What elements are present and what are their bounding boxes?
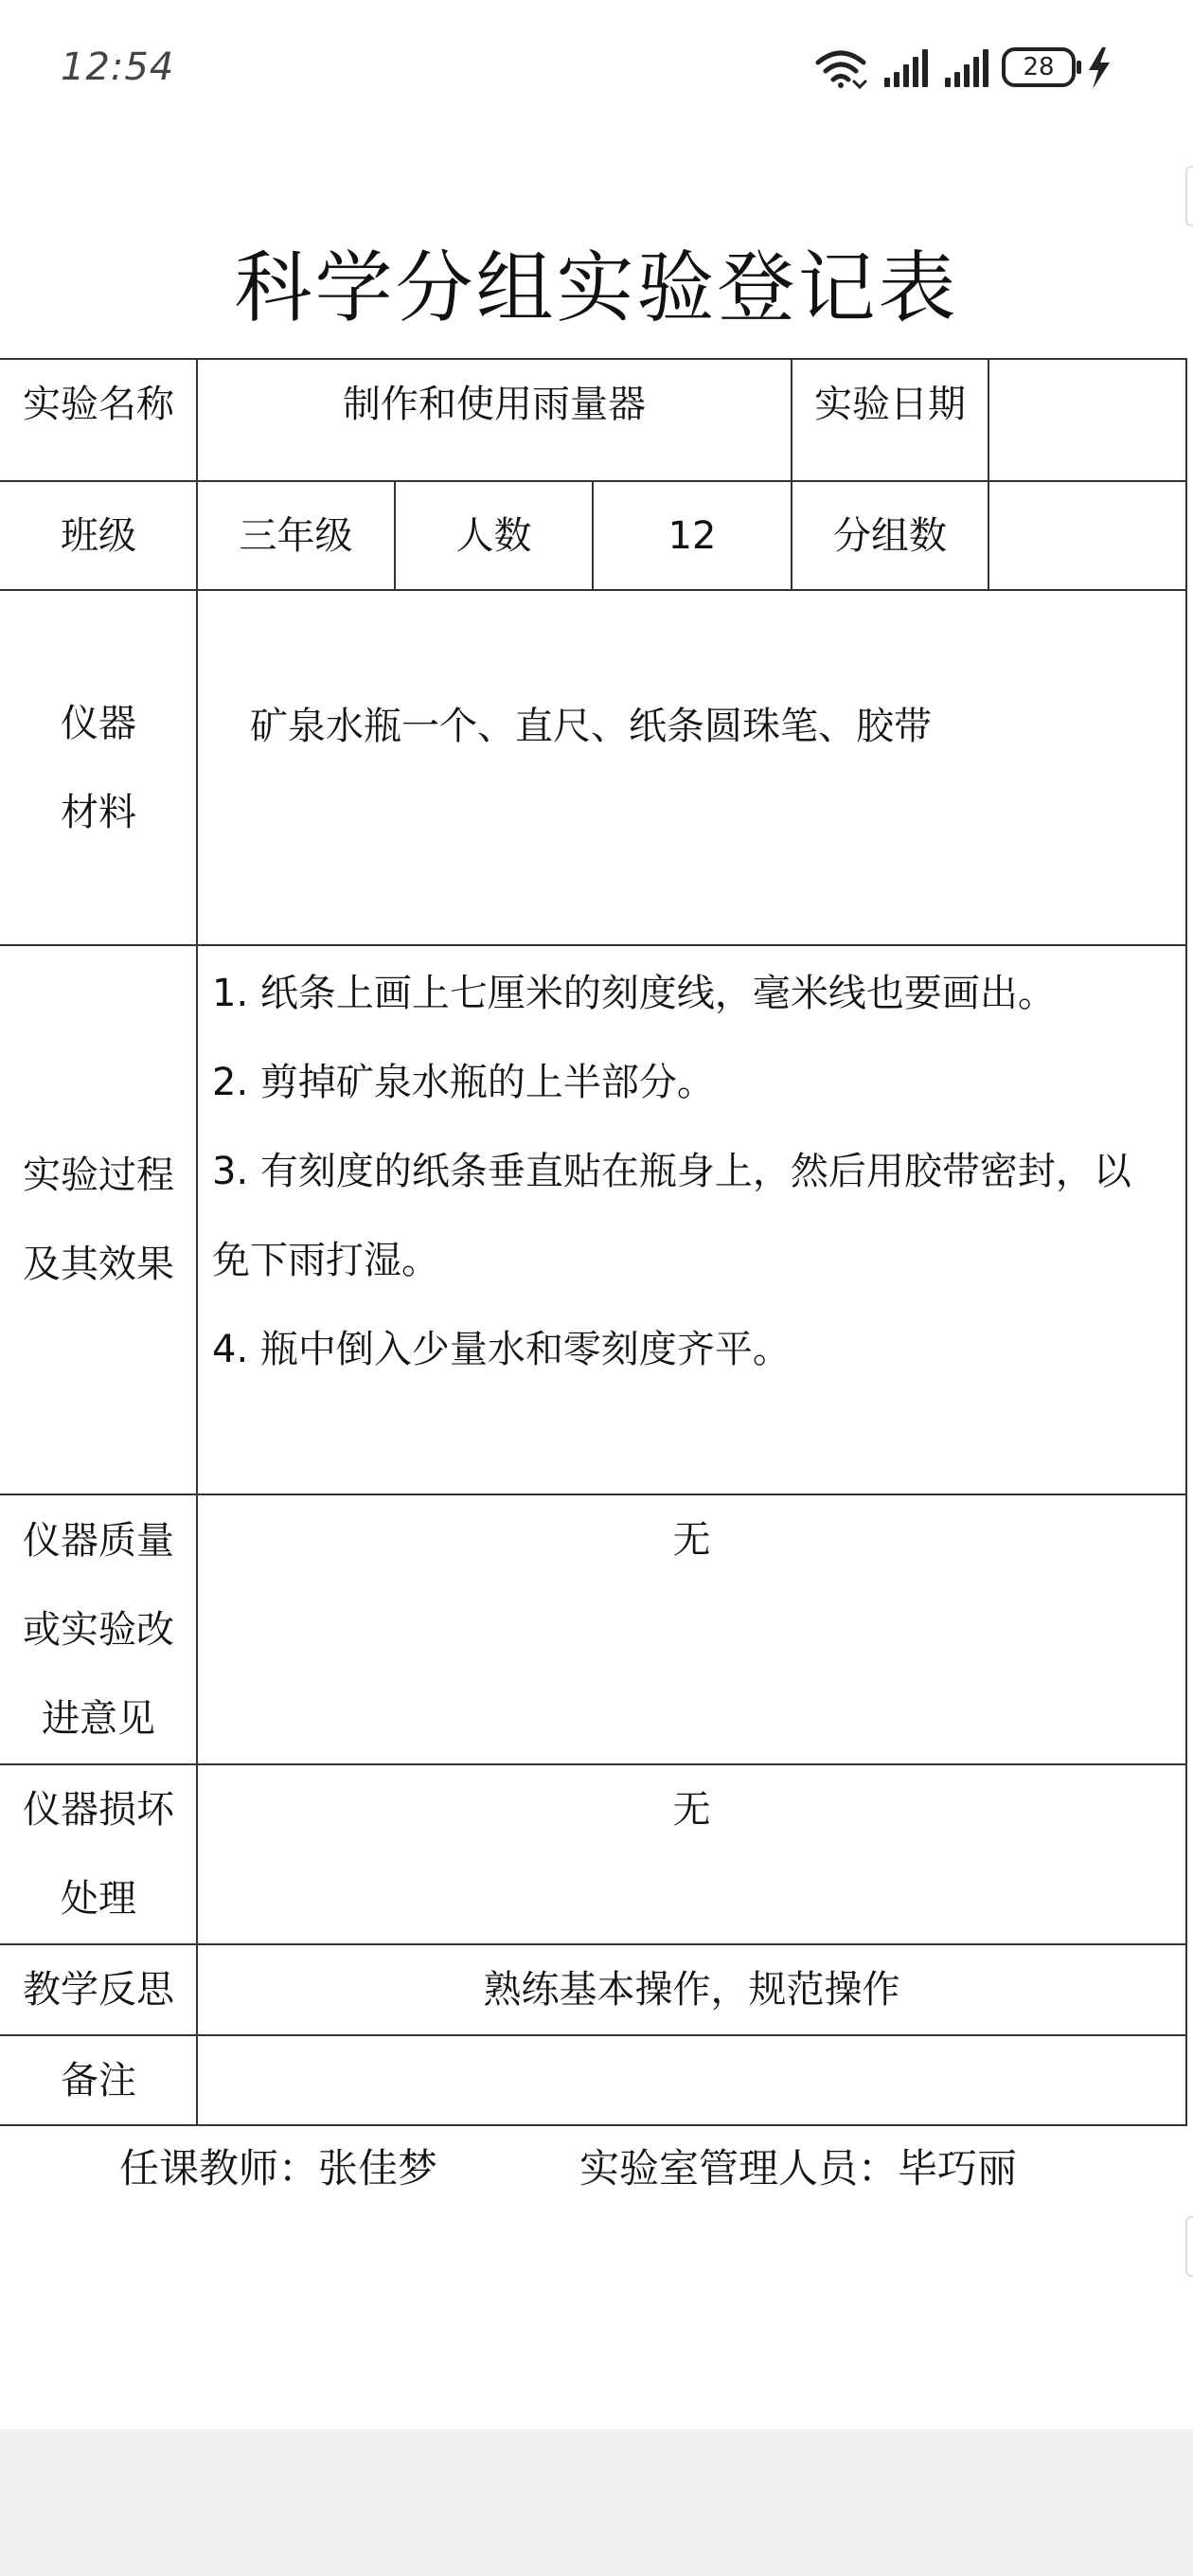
quality-label-line1: 仪器质量 bbox=[23, 1518, 174, 1563]
group-count-value bbox=[989, 482, 1185, 589]
materials-value: 矿泉水瓶一个、直尺、纸条圆珠笔、胶带 bbox=[250, 705, 932, 748]
notes-value bbox=[198, 2036, 1185, 2124]
process-step: 1. 纸条上画上七厘米的刻度线，毫米线也要画出。 bbox=[212, 972, 1056, 1015]
status-time: 12:54 bbox=[61, 45, 175, 89]
quality-value: 无 bbox=[672, 1518, 711, 1562]
process-step: 免下雨打湿。 bbox=[212, 1239, 439, 1282]
battery-level: 28 bbox=[1023, 53, 1055, 81]
class-value: 三年级 bbox=[239, 513, 353, 558]
materials-label bbox=[0, 591, 197, 944]
damage-label bbox=[0, 1765, 197, 1943]
table-rule bbox=[1185, 358, 1187, 2126]
page-title: 科学分组实验登记表 bbox=[234, 243, 959, 333]
materials-label-line1: 仪器 bbox=[61, 701, 136, 745]
reflection-label: 教学反思 bbox=[23, 1968, 174, 2012]
student-count-label: 人数 bbox=[455, 513, 532, 558]
process-label-line1: 实验过程 bbox=[23, 1154, 174, 1197]
damage-value: 无 bbox=[672, 1788, 711, 1832]
student-count-value: 12 bbox=[668, 513, 717, 558]
experiment-date-label: 实验日期 bbox=[814, 383, 966, 426]
damage-label-line2: 处理 bbox=[61, 1877, 136, 1921]
experiment-name-value: 制作和使用雨量器 bbox=[343, 383, 646, 426]
damage-label-line1: 仪器损坏 bbox=[23, 1788, 174, 1832]
quality-label bbox=[0, 1495, 197, 1763]
materials-label-line2: 材料 bbox=[61, 790, 136, 834]
lab-admin-signature: 实验室管理人员：毕巧丽 bbox=[579, 2145, 1018, 2191]
class-label: 班级 bbox=[61, 513, 136, 558]
quality-label-line2: 或实验改 bbox=[23, 1607, 174, 1652]
quality-label-line3: 进意见 bbox=[42, 1696, 155, 1741]
reflection-value: 熟练基本操作，规范操作 bbox=[483, 1968, 900, 2012]
process-step: 4. 瓶中倒入少量水和零刻度齐平。 bbox=[212, 1328, 791, 1371]
process-step: 3. 有刻度的纸条垂直贴在瓶身上，然后用胶带密封，以 bbox=[212, 1150, 1131, 1193]
bottom-panel bbox=[0, 2429, 1193, 2576]
process-steps bbox=[212, 949, 1178, 1394]
teacher-signature: 任课教师：张佳梦 bbox=[119, 2145, 438, 2191]
table-rule bbox=[0, 2124, 1187, 2126]
experiment-name-label: 实验名称 bbox=[23, 383, 174, 426]
notes-label: 备注 bbox=[61, 2058, 136, 2102]
process-step: 2. 剪掉矿泉水瓶的上半部分。 bbox=[212, 1061, 715, 1104]
group-count-label: 分组数 bbox=[833, 513, 947, 558]
experiment-date-value bbox=[989, 360, 1185, 480]
process-label-line2: 及其效果 bbox=[23, 1243, 174, 1286]
process-label bbox=[0, 946, 197, 1494]
